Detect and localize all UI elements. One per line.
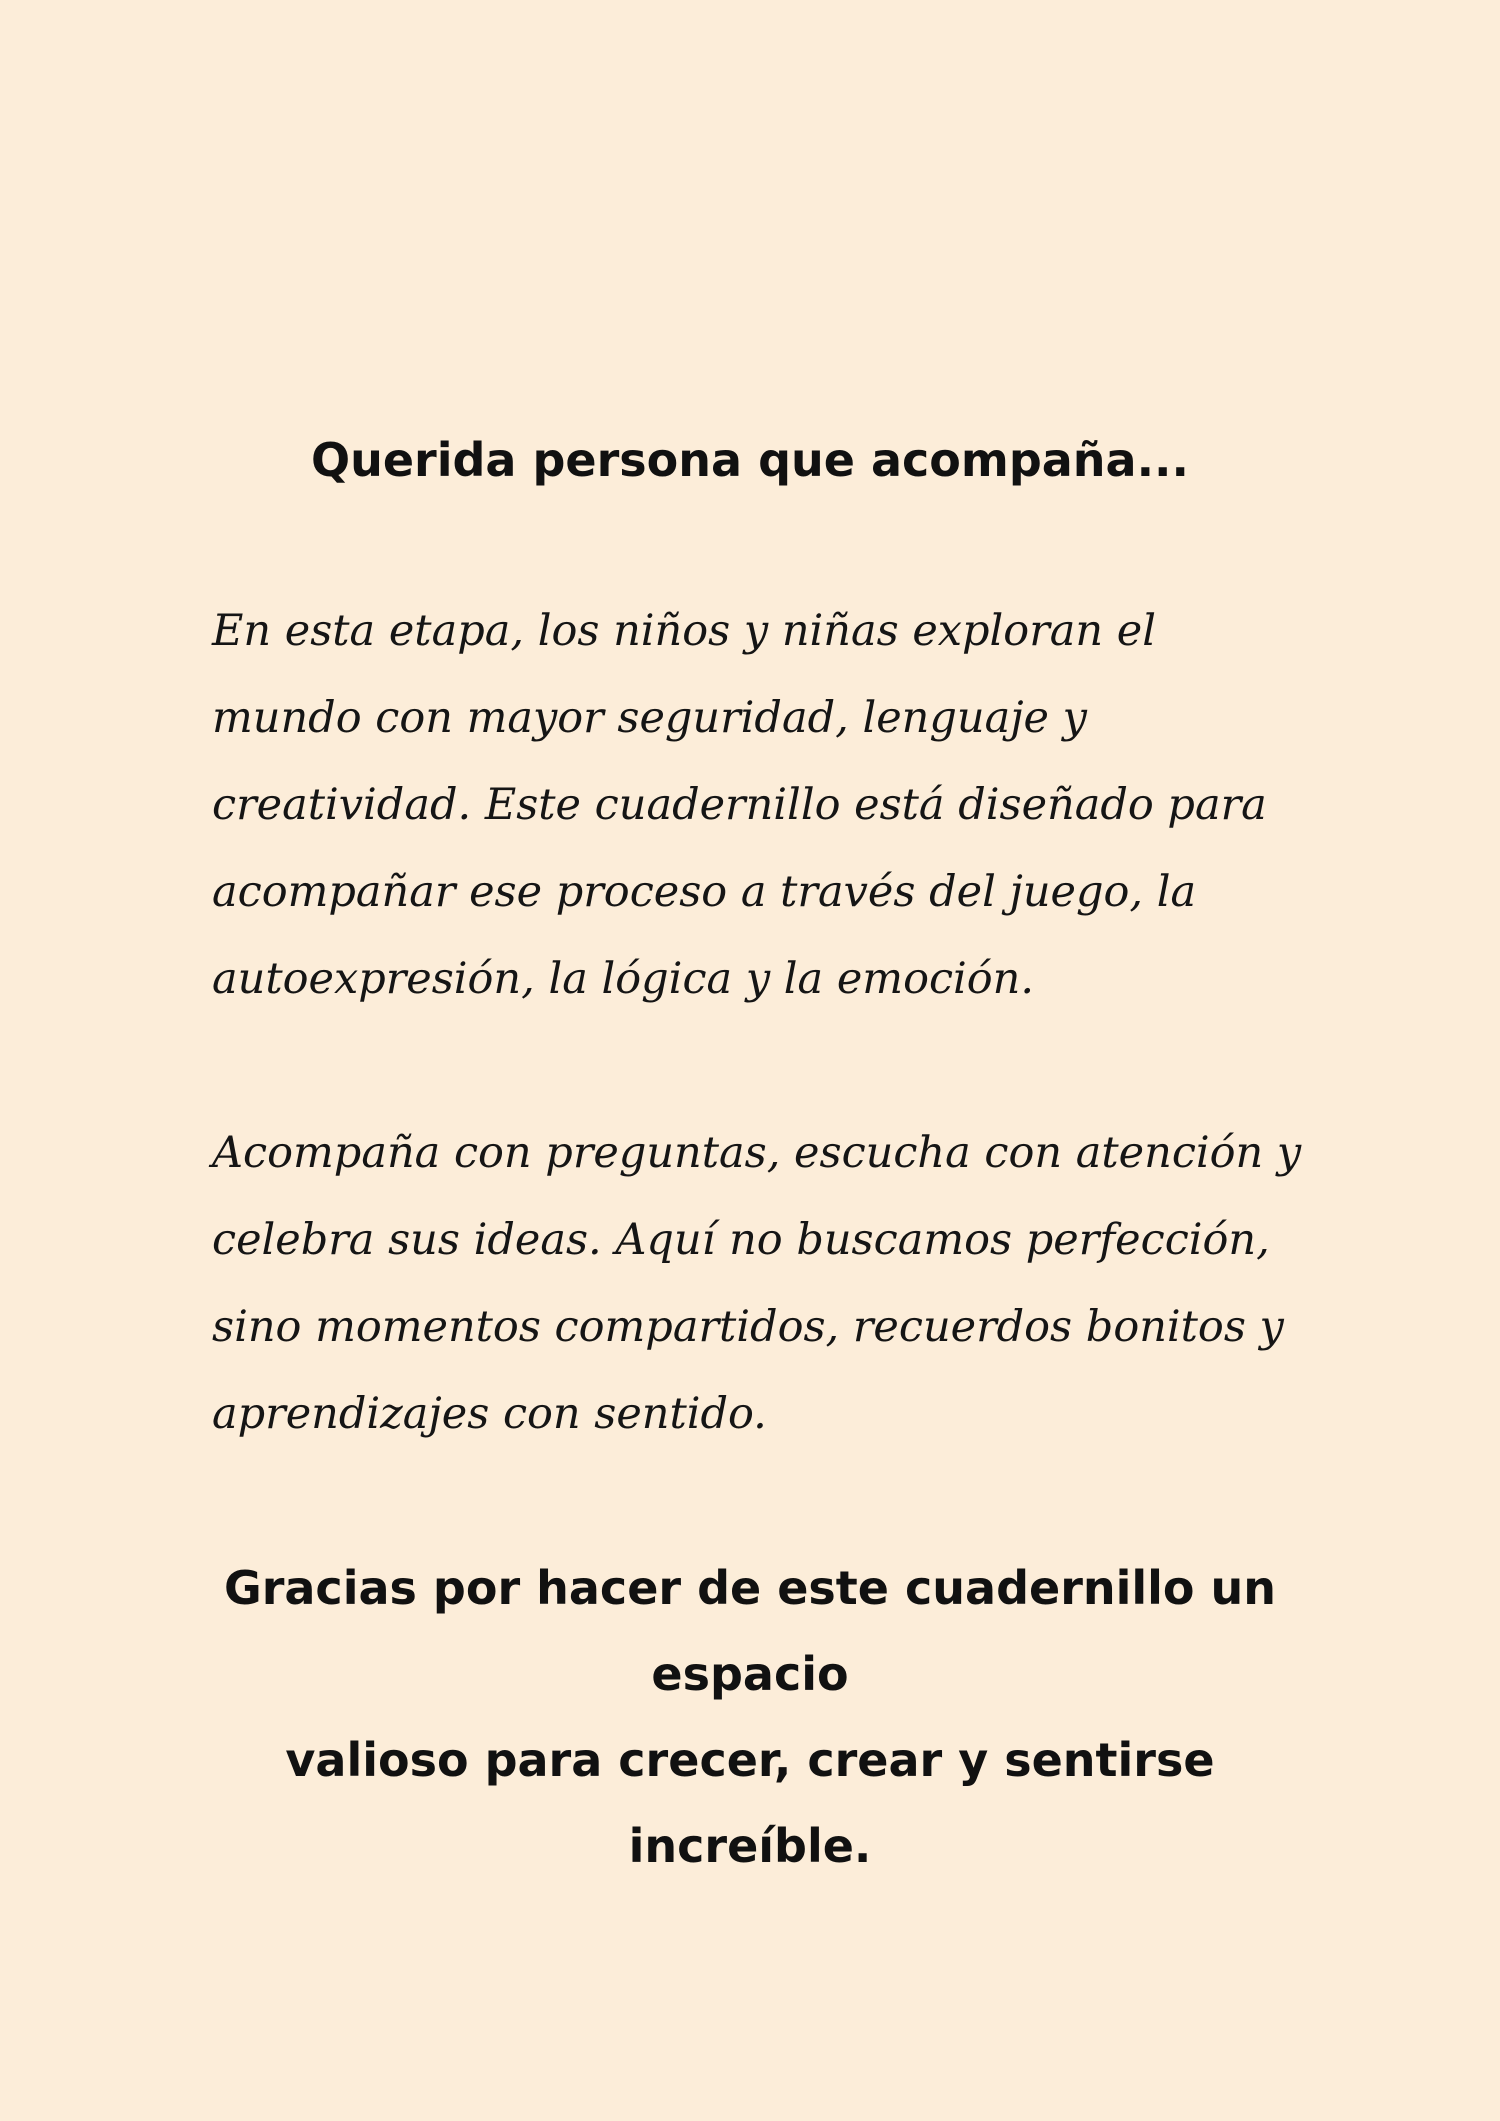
closing-line-2: valioso para crecer, crear y sentirse increíble. [285,1733,1215,1873]
closing-line-1: Gracias por hacer de este cuadernillo un espacio [223,1561,1277,1701]
closing-message [200,1545,1300,1889]
guidance-paragraph: Acompaña con preguntas, escucha con atención y celebra sus ideas. Aquí no buscamos perfección, sino momentos compartidos, recuerdos bonitos y aprendizajes con sentido. [212,1128,1302,1439]
intro-paragraph: En esta etapa, los niños y niñas exploran el mundo con mayor seguridad, lenguaje y creatividad. Este cuadernillo está diseñado para acompañar ese proceso a través del juego, la autoexpresión, la lógica y la emoción. [212,606,1267,1004]
page-title: Querida persona que acompaña... [311,433,1189,487]
